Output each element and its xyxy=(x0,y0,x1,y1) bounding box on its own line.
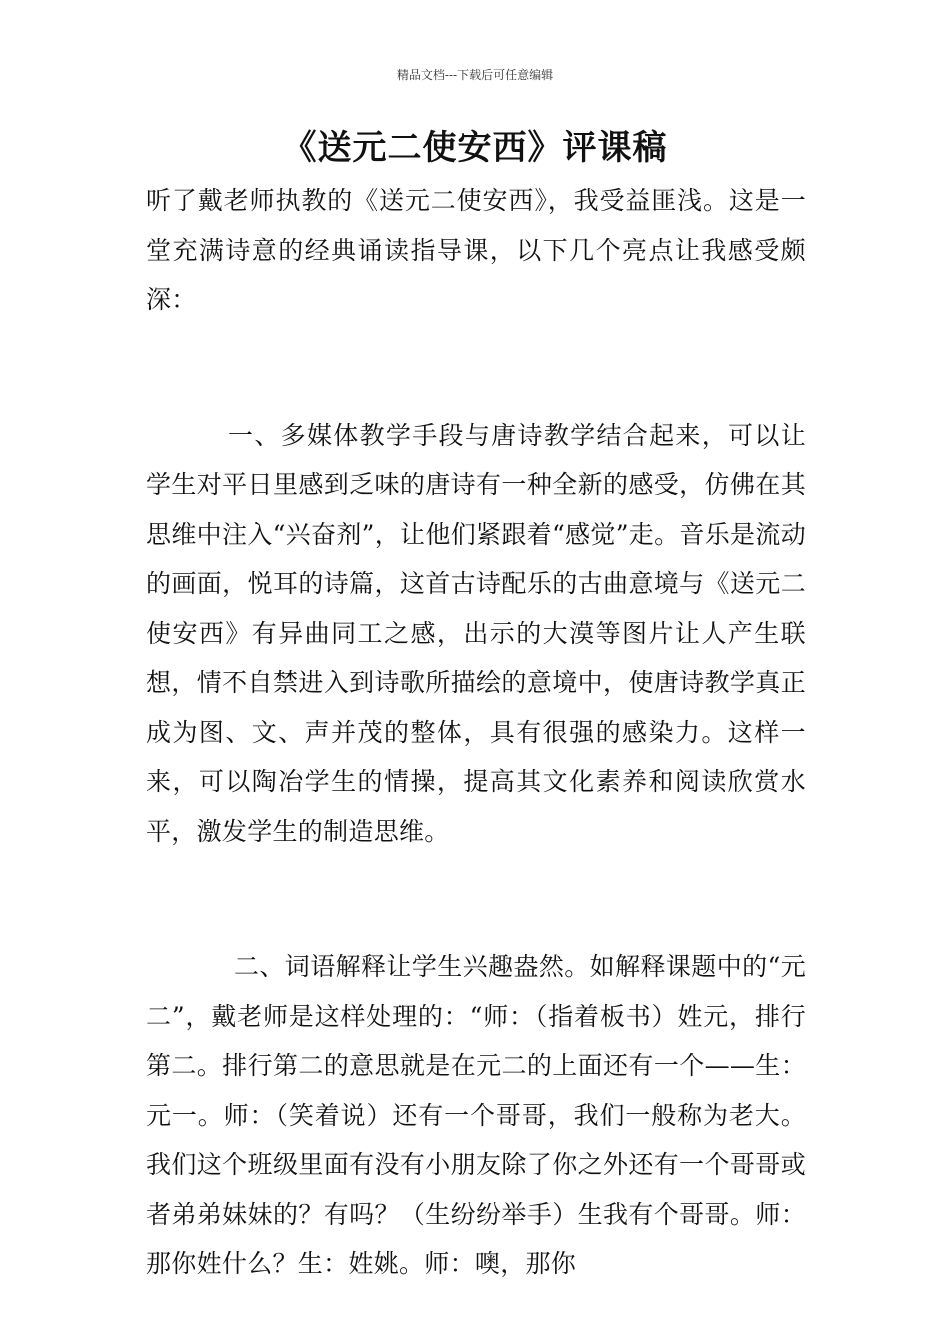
document-title: 《送元二使安西》评课稿 xyxy=(282,128,668,168)
document-body xyxy=(146,176,806,1289)
paragraph-intro: 听了戴老师执教的《送元二使安西》，我受益匪浅。这是一堂充满诗意的经典诵读指导课，以下几个亮点让我感受颇深： xyxy=(146,186,806,314)
paragraph-point-two: 二、词语解释让学生兴趣盎然。如解释课题中的“元二”，戴老师是这样处理的：“师：（指着板书）姓元，排行第二。排行第二的意思就是在元二的上面还有一个——生：元一。师：（笑着说）还有一个哥哥，我们一般称为老大。我们这个班级里面有没有小朋友除了你之外还有一个哥哥或者弟弟妹妹的？有吗？（生纷纷举手）生我有个哥哥。师：那你姓什么？生：姓姚。师：噢，那你 xyxy=(146,952,806,1278)
page-header-note: 精品文档---下载后可任意编辑 xyxy=(396,68,554,82)
paragraph-point-one: 一、多媒体教学手段与唐诗教学结合起来，可以让学生对平日里感到乏味的唐诗有一种全新的感受，仿佛在其思维中注入“兴奋剂”，让他们紧跟着“感觉”走。音乐是流动的画面，悦耳的诗篇，这首古诗配乐的古曲意境与《送元二使安西》有异曲同工之感，出示的大漠等图片让人产生联想，情不自禁进入到诗歌所描绘的意境中，使唐诗教学真正成为图、文、声并茂的整体，具有很强的感染力。这样一来，可以陶冶学生的情操，提高其文化素养和阅读欣赏水平，激发学生的制造思维。 xyxy=(146,420,806,846)
